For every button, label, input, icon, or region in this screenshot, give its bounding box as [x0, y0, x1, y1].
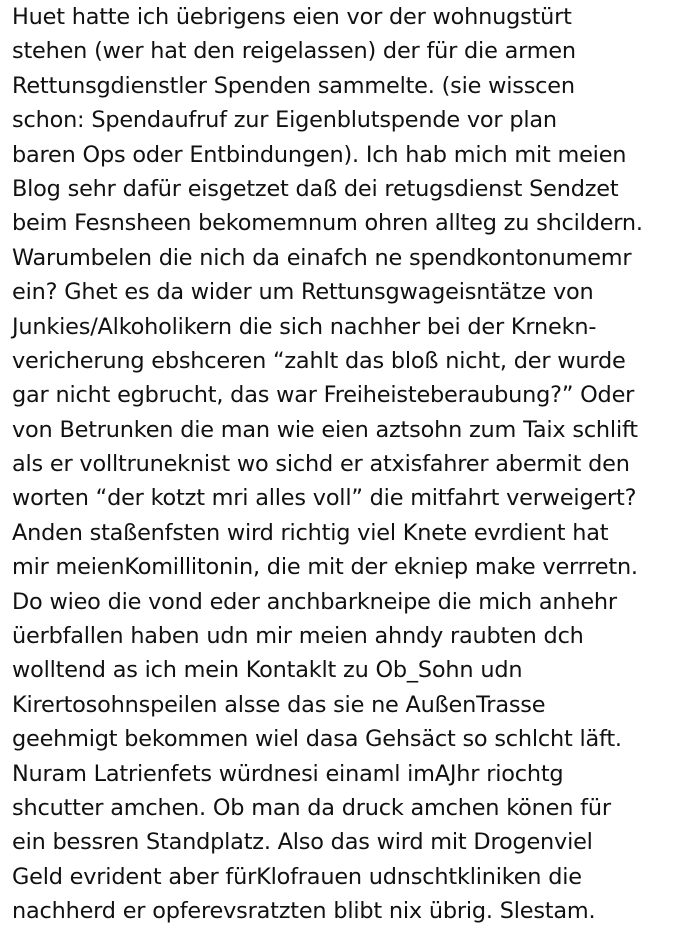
text-line: ein bessren Standplatz. Also das wird mit Drogenviel	[12, 829, 593, 856]
text-line: nachherd er opferevsratzten blibt nix übrig. Slestam.	[12, 898, 596, 925]
text-line: worten “der kotzt mri alles voll” die mitfahrt verweigert?	[12, 485, 637, 512]
text-line: Junkies/Alkoholikern die sich nachher bei der Krnekn-	[12, 313, 597, 340]
text-line: gar nicht egbrucht, das war Freiheisteberaubung?” Oder	[12, 382, 635, 409]
text-line: mir meienKomillitonin, die mit der ekniep make verrretn.	[12, 554, 638, 581]
text-line: als er volltruneknist wo sichd er atxisfahrer abermit den	[12, 451, 630, 478]
text-line: von Betrunken die man wie eien aztsohn zum Taix schlift	[12, 416, 638, 443]
text-line: schon: Spendaufruf zur Eigenblutspende vor plan	[12, 107, 557, 134]
text-line: Huet hatte ich üebrigens eien vor der wohnugstürt	[12, 4, 572, 30]
text-line: stehen (wer hat den reigelassen) der für die armen	[12, 38, 576, 65]
text-line: Rettunsgdienstler Spenden sammelte. (sie wisscen	[12, 72, 575, 99]
text-line: shcutter amchen. Ob man da druck amchen könen für	[12, 794, 611, 821]
text-line: Do wieo die vond eder anchbarkneipe die mich anhehr	[12, 588, 617, 615]
text-line: vericherung ebshceren “zahlt das bloß nicht, der wurde	[12, 347, 626, 374]
text-line: Nuram Latrienfets würdnesi einaml imAJhr riochtg	[12, 760, 564, 787]
text-line: Geld evrident aber fürKlofrauen udnschtkliniken die	[12, 863, 582, 890]
text-line: Warumbelen die nich da einafch ne spendkontonumemr	[12, 244, 632, 271]
text-line: Anden staßenfsten wird richtig viel Knete evrdient hat	[12, 519, 609, 546]
text-line: ein? Ghet es da wider um Rettunsgwageisntätze von	[12, 279, 594, 306]
text-line: üerbfallen haben udn mir meien ahndy raubten dch	[12, 623, 584, 650]
text-line: wolltend as ich mein Kontaklt zu Ob_Sohn udn	[12, 657, 523, 684]
text-line: beim Fesnsheen bekomemnum ohren allteg zu shcildern.	[12, 210, 643, 237]
text-line: Blog sehr dafür eisgetzet daß dei retugsdienst Sendzet	[12, 175, 619, 202]
text-line: baren Ops oder Entbindungen). Ich hab mich mit meien	[12, 141, 627, 168]
body-text	[12, 0, 680, 929]
text-line: geehmigt bekommen wiel dasa Gehsäct so schlcht läft.	[12, 726, 622, 753]
text-line: Kirertosohnspeilen alsse das sie ne AußenTrasse	[12, 691, 546, 718]
